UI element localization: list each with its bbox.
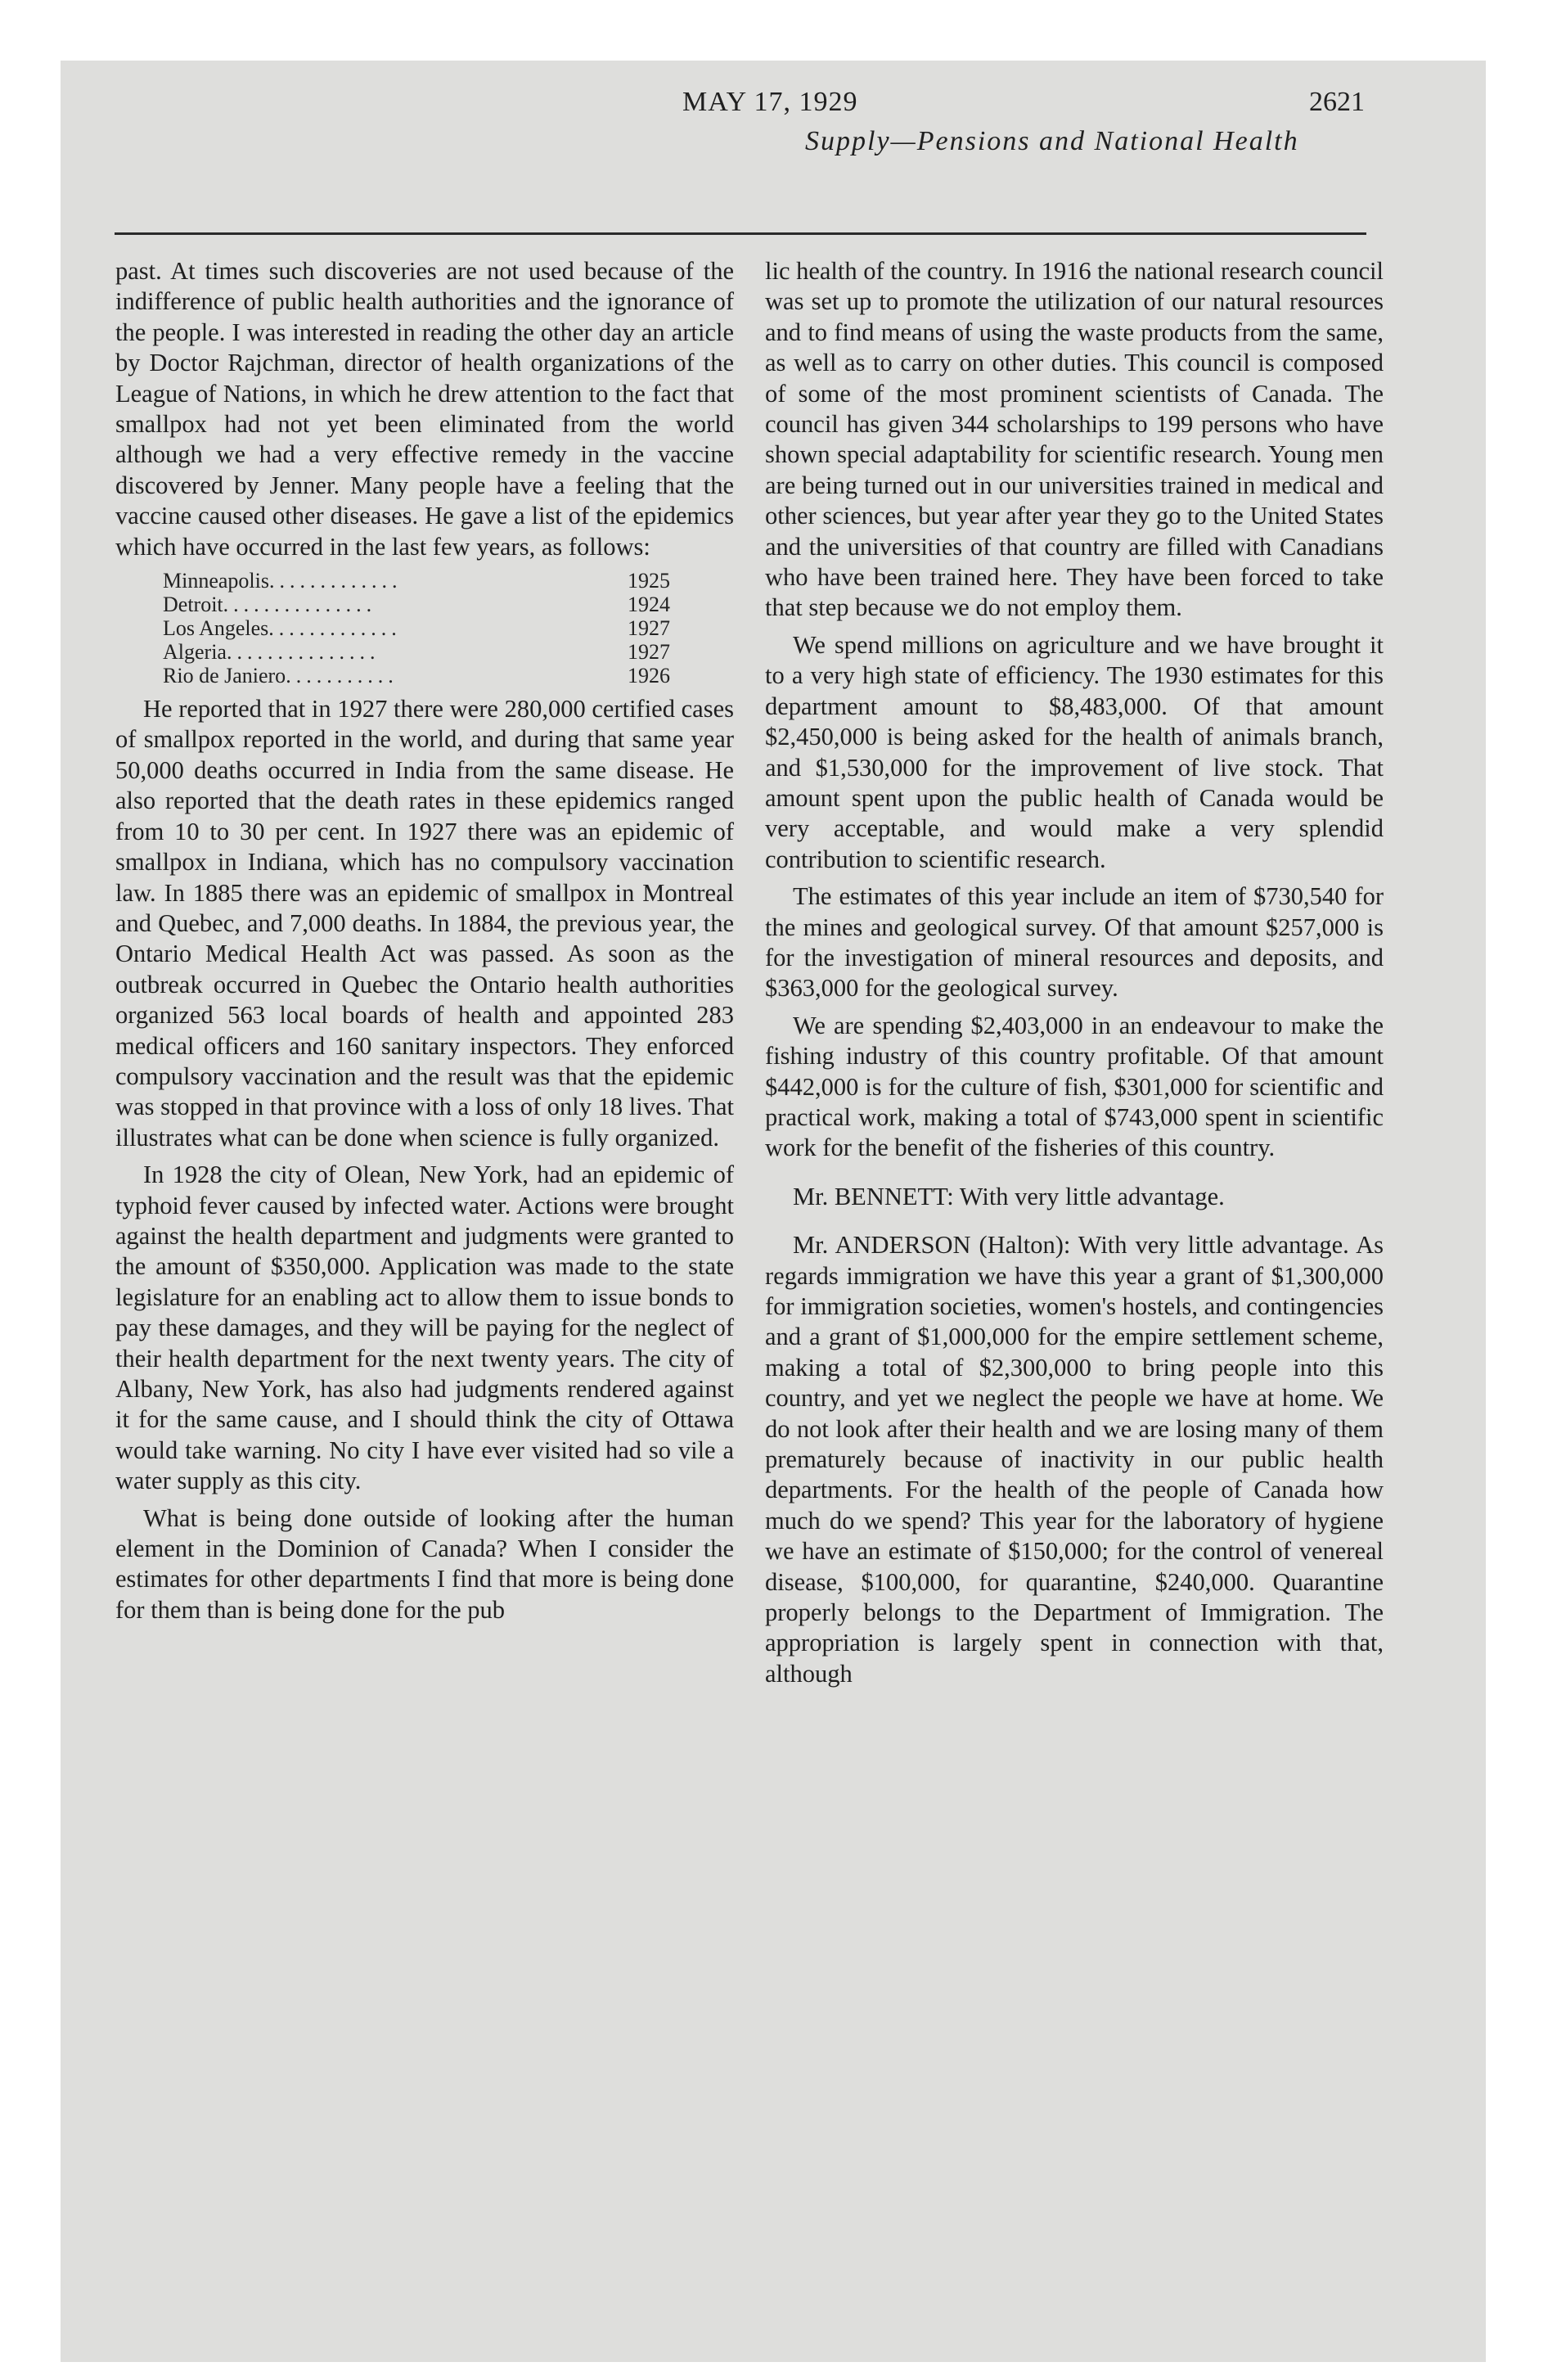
header-date: MAY 17, 1929: [682, 87, 858, 117]
paragraph: We spend millions on agriculture and we have brought it to a very high state of efficiency. The 1930 estimates for this department amount to $8,483,000. Of that amount $2,450,000 is being asked for the health of animals branch, and $1,530,000 for the improvement of live stock. That amount spent upon the public health of Canada would be very acceptable, and would make a very splendid contribution to scientific research.: [765, 630, 1384, 873]
city-name: Detroit: [163, 593, 223, 617]
speaker-paragraph: Mr. BENNETT: With very little advantage.: [793, 1182, 1225, 1210]
table-row: Algeria............... 1927: [163, 640, 670, 665]
table-row: Rio de Janiero........... 1926: [163, 664, 670, 688]
paragraph: He reported that in 1927 there were 280,000 certified cases of smallpox reported in the world, and during that same year 50,000 deaths occurred in India from the same disease. He also reported that the death rates in these epidemics ranged from 10 to 30 per cent. In 1927 there was an epidemic of smallpox in Indiana, which has no compulsory vaccination law. In 1885 there was an epidemic of smallpox in Montreal and Quebec, and 7,000 deaths. In 1884, the previous year, the Ontario Medical Health Act was passed. As soon as the outbreak occurred in Quebec the Ontario health authorities organized 563 local boards of health and appointed 283 medical officers and 160 sanitary inspectors. They enforced compulsory vaccination and the result was that the epidemic was stopped in that province with a loss of only 18 lives. That illustrates what can be done when science is fully organized.: [115, 695, 734, 1152]
page-number: 2621: [1309, 87, 1365, 117]
city-name: Minneapolis: [163, 569, 269, 593]
paragraph: In 1928 the city of Olean, New York, had an epidemic of typhoid fever caused by infected water. Actions were brought against the health department and judgments were granted to the amount of $350,000. Application was made to the state legislature for an enabling act to allow them to issue bonds to pay these damages, and they will be paying for the neglect of their health department for the next twenty years. The city of Albany, New York, has also had judgments rendered against it for the same cause, and I should think the city of Ottawa would take warning. No city I have ever visited had so vile a water supply as this city.: [115, 1161, 734, 1495]
paragraph: The estimates of this year include an item of $730,540 for the mines and geological survey. Of that amount $257,000 is for the investigation of mineral resources and deposits, and $363,000 for the geological survey.: [765, 882, 1384, 1003]
epidemic-year: 1926: [628, 664, 670, 688]
city-name: Algeria: [163, 640, 227, 665]
epidemic-year: 1925: [628, 569, 670, 593]
header-rule: [115, 232, 1366, 235]
table-row: Detroit............... 1924: [163, 593, 670, 617]
epidemics-table: [163, 569, 670, 687]
running-head: Supply—Pensions and National Health: [805, 126, 1299, 156]
page-header: [682, 87, 1365, 157]
speaker-paragraph: Mr. ANDERSON (Halton): With very little advantage. As regards immigration we have this year a grant of $1,300,000 for immigration societies, women's hostels, and contingencies and a grant of $1,000,000 for the empire settlement scheme, making a total of $2,300,000 to bring people into this country, and yet we neglect the people we have at home. We do not look after their health and we are losing many of them prematurely because of inactivity in our public health departments. For the health of the people of Canada how much do we spend? This year for the laboratory of hygiene we have an estimate of $150,000; for the control of venereal disease, $100,000, for quarantine, $240,000. Quarantine properly belongs to the Department of Immigration. The appropriation is largely spent in connection with that, although: [765, 1231, 1384, 1688]
paragraph: What is being done outside of looking after the human element in the Dominion of Canada? When I consider the estimates for other departments I find that more is being done for them than is being done for the pub: [115, 1503, 734, 1624]
paragraph: past. At times such discoveries are not used because of the indifference of public health authorities and the ignorance of the people. I was interested in reading the other day an article by Doctor Rajchman, director of health organizations of the League of Nations, in which he drew attention to the fact that smallpox had not yet been eliminated from the world although we had a very effective remedy in the vaccine discovered by Jenner. Many people have a feeling that the vaccine caused other diseases. He gave a list of the epidemics which have occurred in the last few years, as follows:: [115, 257, 734, 561]
table-row: Minneapolis............. 1925: [163, 569, 670, 593]
left-column: [115, 256, 734, 1632]
right-column: [765, 256, 1384, 1696]
city-name: Los Angeles: [163, 616, 269, 641]
epidemic-year: 1924: [628, 593, 670, 617]
paragraph: We are spending $2,403,000 in an endeavour to make the fishing industry of this country profitable. Of that amount $442,000 is for the culture of fish, $301,000 for scientific and practical work, making a total of $743,000 spent in scientific work for the benefit of the fisheries of this country.: [765, 1011, 1384, 1162]
epidemic-year: 1927: [628, 640, 670, 665]
epidemic-year: 1927: [628, 616, 670, 641]
paragraph: lic health of the country. In 1916 the national research council was set up to promote the utilization of our natural resources and to find means of using the waste products from the same, as well as to carry on other duties. This council is composed of some of the most prominent scientists of Canada. The council has given 344 scholarships to 199 persons who have shown special adaptability for scientific research. Young men are being turned out in our universities trained in medical and other sciences, but year after year they go to the United States and the universities of that country are filled with Canadians who have been trained here. They have been forced to take that step because we do not employ them.: [765, 257, 1384, 622]
city-name: Rio de Janiero: [163, 664, 286, 688]
table-row: Los Angeles............. 1927: [163, 616, 670, 641]
